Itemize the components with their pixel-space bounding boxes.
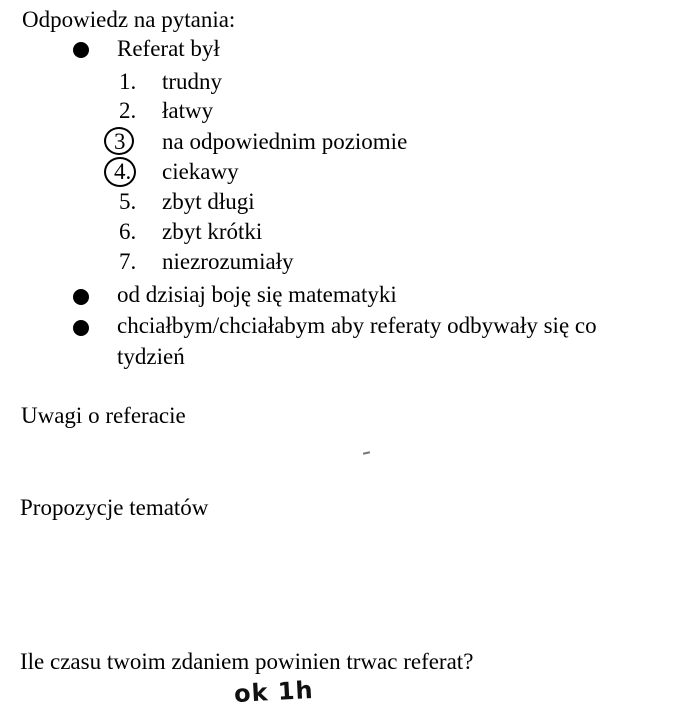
statement-weekly-talks-line1: chciałbym/chciałabym aby referaty odbywały się co — [117, 313, 597, 338]
option-label: zbyt krótki — [162, 219, 263, 244]
option-number: 4. — [114, 159, 132, 184]
statement-fear-math: od dzisiaj boję się matematyki — [117, 282, 397, 307]
bullet-dot — [73, 42, 89, 58]
option-number: 5. — [119, 189, 137, 214]
option-label: ciekawy — [162, 159, 239, 184]
option-number: 3 — [114, 129, 126, 154]
option-label: łatwy — [162, 98, 214, 123]
bullet-dot — [73, 289, 89, 305]
handwritten-answer: ok 1h — [233, 675, 315, 709]
option-label: trudny — [162, 69, 223, 94]
question-referat-byl: Referat był — [117, 36, 220, 61]
topics-label: Propozycje tematów — [20, 495, 209, 520]
option-number: 7. — [119, 249, 137, 274]
option-label: na odpowiednim poziomie — [162, 129, 408, 154]
option-label: niezrozumiały — [162, 249, 294, 274]
scan-speck — [363, 451, 370, 454]
page-heading: Odpowiedz na pytania: — [22, 7, 236, 32]
duration-question: Ile czasu twoim zdaniem powinien trwac referat? — [20, 649, 474, 674]
comments-label: Uwagi o referacie — [21, 403, 186, 428]
option-number: 6. — [119, 219, 137, 244]
statement-weekly-talks-line2: tydzień — [117, 344, 185, 369]
option-label: zbyt długi — [162, 189, 255, 214]
option-number: 2. — [119, 98, 137, 123]
bullet-dot — [73, 320, 89, 336]
option-number: 1. — [119, 69, 137, 94]
